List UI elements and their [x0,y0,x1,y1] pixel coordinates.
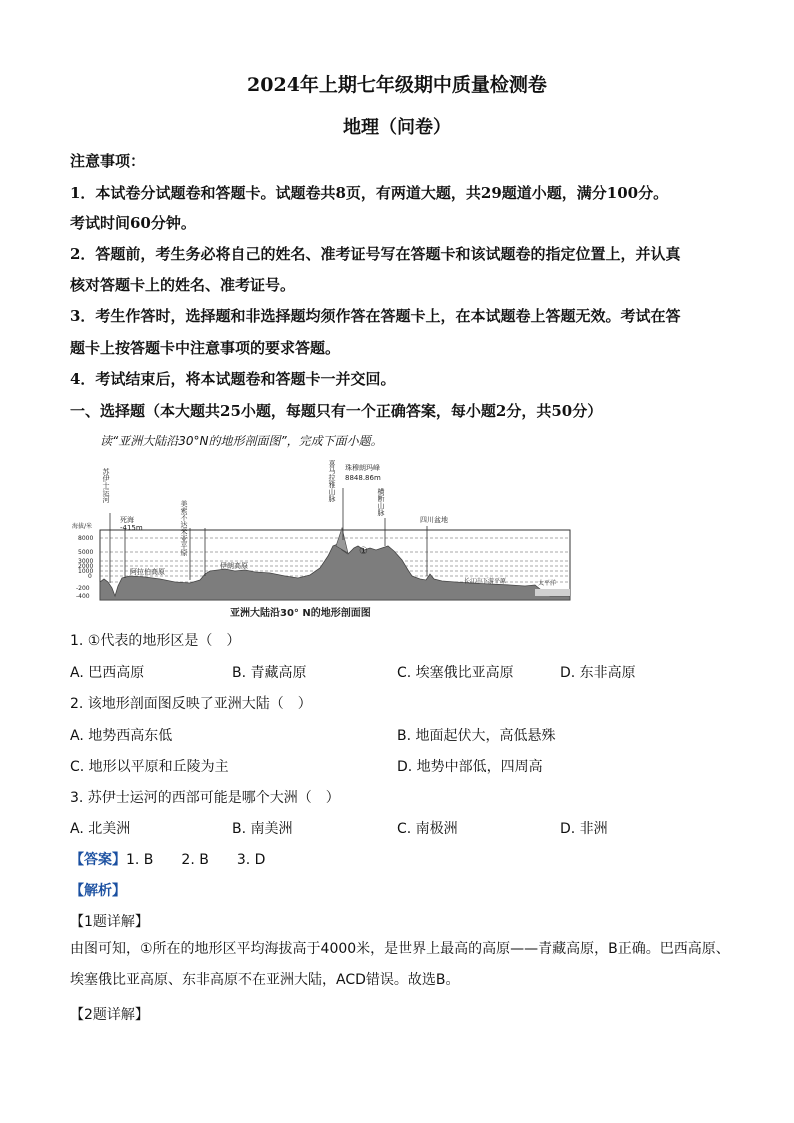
analysis-line [70,880,126,900]
label-everest-alt: 8848.86m [345,474,381,482]
tick-1000: 1000 [78,568,94,575]
detail-1-heading: 【1题详解】 [70,914,149,930]
terrain-profile-figure [70,458,600,623]
answer-line [70,849,265,869]
note-4: 4．考试结束后，将本试题卷和答题卡一并交回。 [70,370,396,388]
q3-option-b[interactable]: B. 南美洲 [232,821,293,837]
detail-1-text: 由图可知，①所在的地形区平均海拔高于4000米，是世界上最高的高原——青藏高原，B正确。巴西高原、埃塞俄比亚高原、东非高原不在亚洲大陆，ACD错误。故选B。 [70,941,730,988]
axis-label: 海拔/米 [72,523,93,530]
section-1-heading: 一、选择题（本大题共25小题，每题只有一个正确答案，每小题2分，共50分） [70,402,603,420]
label-mesopotamia: 美索不达米亚平原 [180,500,188,556]
analysis-tag: 【解析】 [70,883,126,899]
label-deadsea: 死海 [120,516,134,524]
tick-0: 0 [88,573,92,580]
tick-minus400: -400 [76,593,90,600]
tick-minus200: -200 [76,585,90,592]
q1-option-d[interactable]: D. 东非高原 [560,665,636,681]
label-pacific: 太平洋 [538,580,557,587]
q2-option-b[interactable]: B. 地面起伏大，高低悬殊 [397,728,556,744]
label-arab: 阿拉伯高原 [130,568,165,576]
exam-subtitle: 地理（问卷） [343,117,451,138]
answer-tag: 【答案】 [70,852,126,868]
tick-5000: 5000 [78,549,94,556]
note-3a: 3．考生作答时，选择题和非选择题均须作答在答题卡上，在本试题卷上答题无效。考试在答 [70,307,681,325]
label-deadsea-alt: -415m [120,524,143,532]
label-iran: 伊朗高原 [220,562,248,570]
q1-option-b[interactable]: B. 青藏高原 [232,665,307,681]
pacific-sea-shape [535,589,570,596]
tick-3000: 3000 [78,558,94,565]
note-2a: 2．答题前，考生务必将自己的姓名、准考证号写在答题卡和该试题卷的指定位置上，并认真 [70,245,681,263]
q3-option-c[interactable]: C. 南极洲 [397,821,458,837]
note-3b: 题卡上按答题卡中注意事项的要求答题。 [70,339,341,357]
q1-option-a[interactable]: A. 巴西高原 [70,665,145,681]
label-everest: 珠穆朗玛峰 [345,464,380,472]
terrain-profile-shape [100,544,570,600]
question-1-stem: 1. ①代表的地形区是（ ） [70,633,241,649]
detail-2-heading: 【2题详解】 [70,1007,149,1023]
note-1a: 1．本试卷分试题卷和答题卡。试题卷共8页，有两道大题，共29题道小题，满分100分。 [70,184,669,202]
label-yangtze: 长江中下游平原 [464,578,507,585]
note-2b: 核对答题卡上的姓名、准考证号。 [70,276,296,294]
label-himalaya: 喜马拉雅山脉 [328,460,336,502]
label-suez: 苏伊士运河 [102,468,110,503]
q2-option-c[interactable]: C. 地形以平原和丘陵为主 [70,759,229,775]
figure-intro: 读“亚洲大陆沿30°N的地形剖面图”，完成下面小题。 [100,434,383,448]
note-1b: 考试时间60分钟。 [70,214,196,232]
exam-title: 2024年上期七年级期中质量检测卷 [247,74,547,96]
tick-2000: 2000 [78,563,94,570]
q3-option-d[interactable]: D. 非洲 [560,821,608,837]
q2-option-a[interactable]: A. 地势西高东低 [70,728,173,744]
label-sichuan: 四川盆地 [420,516,448,524]
question-3-stem: 3. 苏伊士运河的西部可能是哪个大洲（ ） [70,790,340,806]
label-circle-1: ① [359,546,368,557]
notes-heading: 注意事项： [70,152,146,170]
q3-option-a[interactable]: A. 北美洲 [70,821,131,837]
q1-option-c[interactable]: C. 埃塞俄比亚高原 [397,665,514,681]
figure-caption: 亚洲大陆沿30° N的地形剖面图 [230,608,371,619]
answer-text: 1. B 2. B 3. D [126,852,266,868]
label-hengduan: 横断山脉 [377,488,385,516]
question-2-stem: 2. 该地形剖面图反映了亚洲大陆（ ） [70,696,312,712]
tick-8000: 8000 [78,535,94,542]
q2-option-d[interactable]: D. 地势中部低，四周高 [397,759,543,775]
